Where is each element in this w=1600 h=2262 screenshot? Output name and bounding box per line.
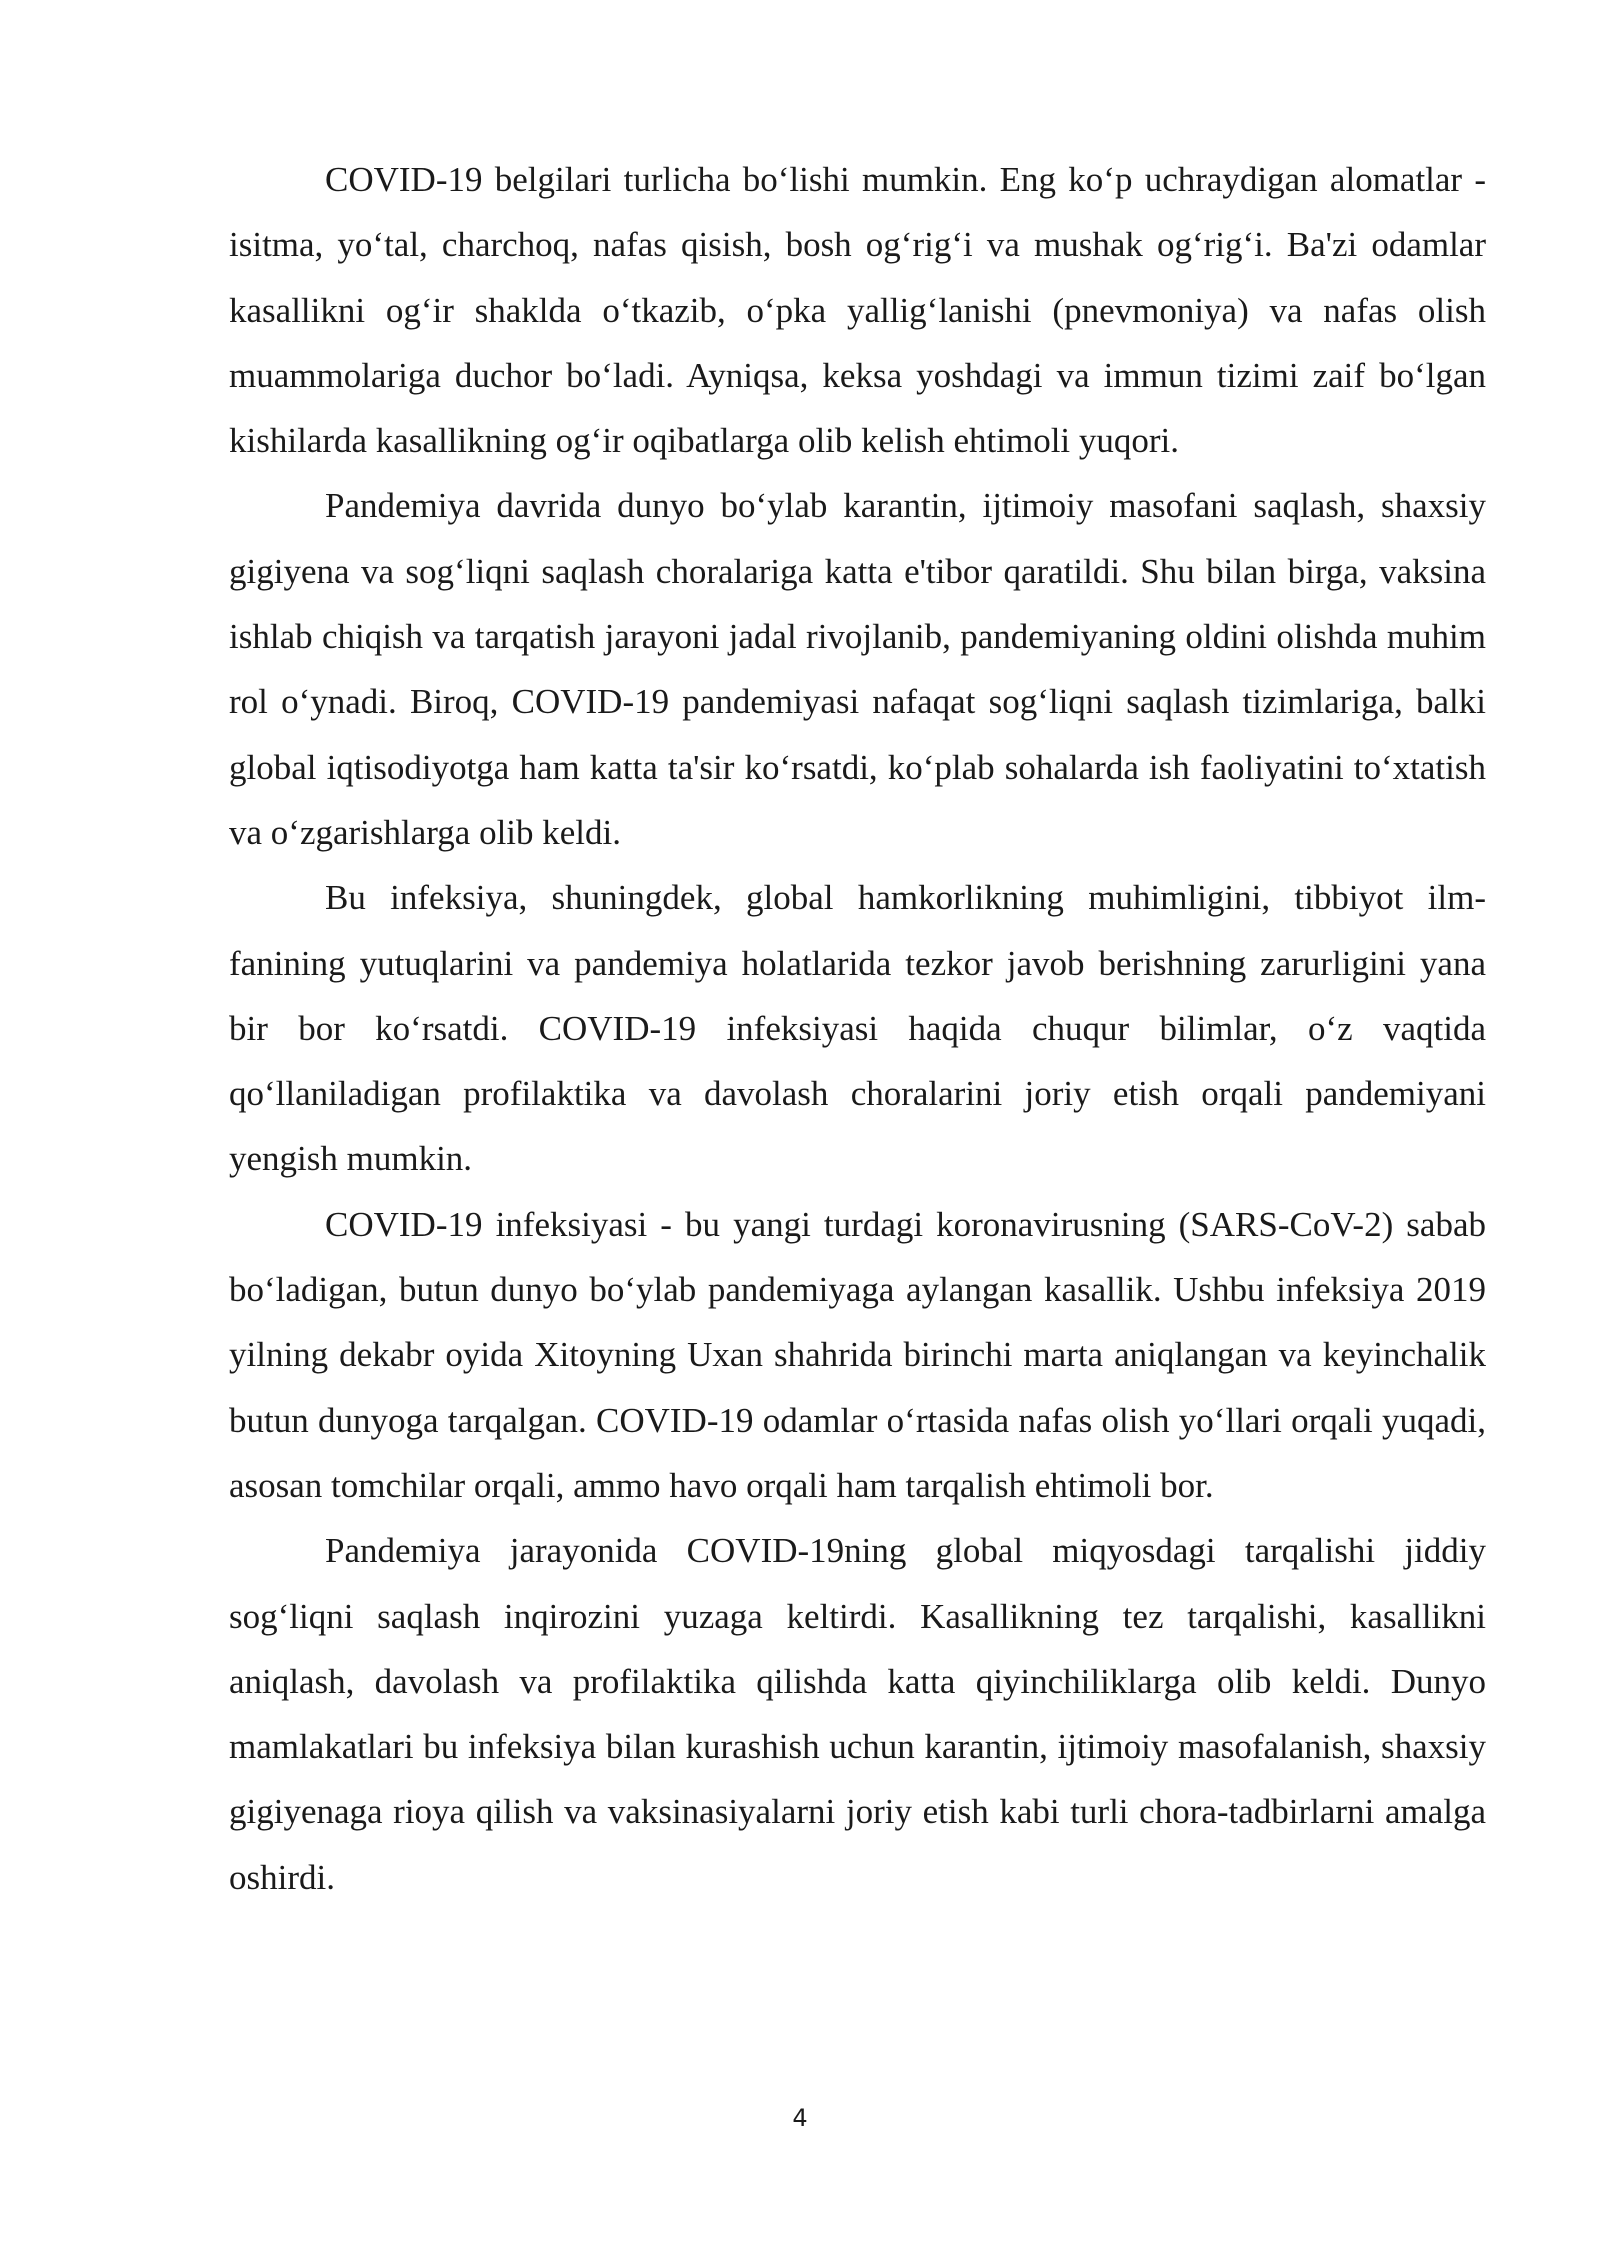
paragraph-health-crisis: Pandemiya jarayonida COVID-19ning global miqyosdagi tarqalishi jiddiy sog‘liqni saqlash inqirozini yuzaga keltirdi. Kasallikning tez tarqalishi, kasallikni aniqlash, davolash va profilaktika qilishda katta qiyinchiliklarga olib keldi. Dunyo mamlakatlari bu infeksiya bilan kurashish uchun karantin, ijtimoiy masofalanish, shaxsiy gigiyenaga rioya qilish va vaksinasiyalarni joriy etish kabi turli chora-tadbirlarni amalga oshirdi.	[229, 1531, 1486, 1897]
document-body	[229, 147, 1486, 1910]
paragraph-pandemic-measures: Pandemiya davrida dunyo bo‘ylab karantin, ijtimoiy masofani saqlash, shaxsiy gigiyena va sog‘liqni saqlash choralariga katta e'tibor qaratildi. Shu bilan birga, vaksina ishlab chiqish va tarqatish jarayoni jadal rivojlanib, pandemiyaning oldini olishda muhim rol o‘ynadi. Biroq, COVID-19 pandemiyasi nafaqat sog‘liqni saqlash tizimlariga, balki global iqtisodiyotga ham katta ta'sir ko‘rsatdi, ko‘plab sohalarda ish faoliyatini to‘xtatish va o‘zgarishlarga olib keldi.	[229, 486, 1486, 852]
paragraph-global-cooperation: Bu infeksiya, shuningdek, global hamkorlikning muhimligini, tibbiyot ilm-fanining yutuqlarini va pandemiya holatlarida tezkor javob berishning zarurligini yana bir bor ko‘rsatdi. COVID-19 infeksiyasi haqida chuqur bilimlar, o‘z vaqtida qo‘llaniladigan profilaktika va davolash choralarini joriy etish orqali pandemiyani yengish mumkin.	[229, 878, 1486, 1179]
paragraph-covid-definition: COVID-19 infeksiyasi - bu yangi turdagi koronavirusning (SARS-CoV-2) sabab bo‘ladigan, butun dunyo bo‘ylab pandemiyaga aylangan kasallik. Ushbu infeksiya 2019 yilning dekabr oyida Xitoyning Uxan shahrida birinchi marta aniqlangan va keyinchalik butun dunyoga tarqalgan. COVID-19 odamlar o‘rtasida nafas olish yo‘llari orqali yuqadi, asosan tomchilar orqali, ammo havo orqali ham tarqalish ehtimoli bor.	[229, 1204, 1486, 1505]
page-number: 4	[792, 2104, 808, 2132]
paragraph-symptoms: COVID-19 belgilari turlicha bo‘lishi mumkin. Eng ko‘p uchraydigan alomatlar - isitma, yo‘tal, charchoq, nafas qisish, bosh og‘rig‘i va mushak og‘rig‘i. Ba'zi odamlar kasallikni og‘ir shaklda o‘tkazib, o‘pka yallig‘lanishi (pnevmoniya) va nafas olish muammolariga duchor bo‘ladi. Ayniqsa, keksa yoshdagi va immun tizimi zaif bo‘lgan kishilarda kasallikning og‘ir oqibatlarga olib kelish ehtimoli yuqori.	[229, 160, 1486, 461]
